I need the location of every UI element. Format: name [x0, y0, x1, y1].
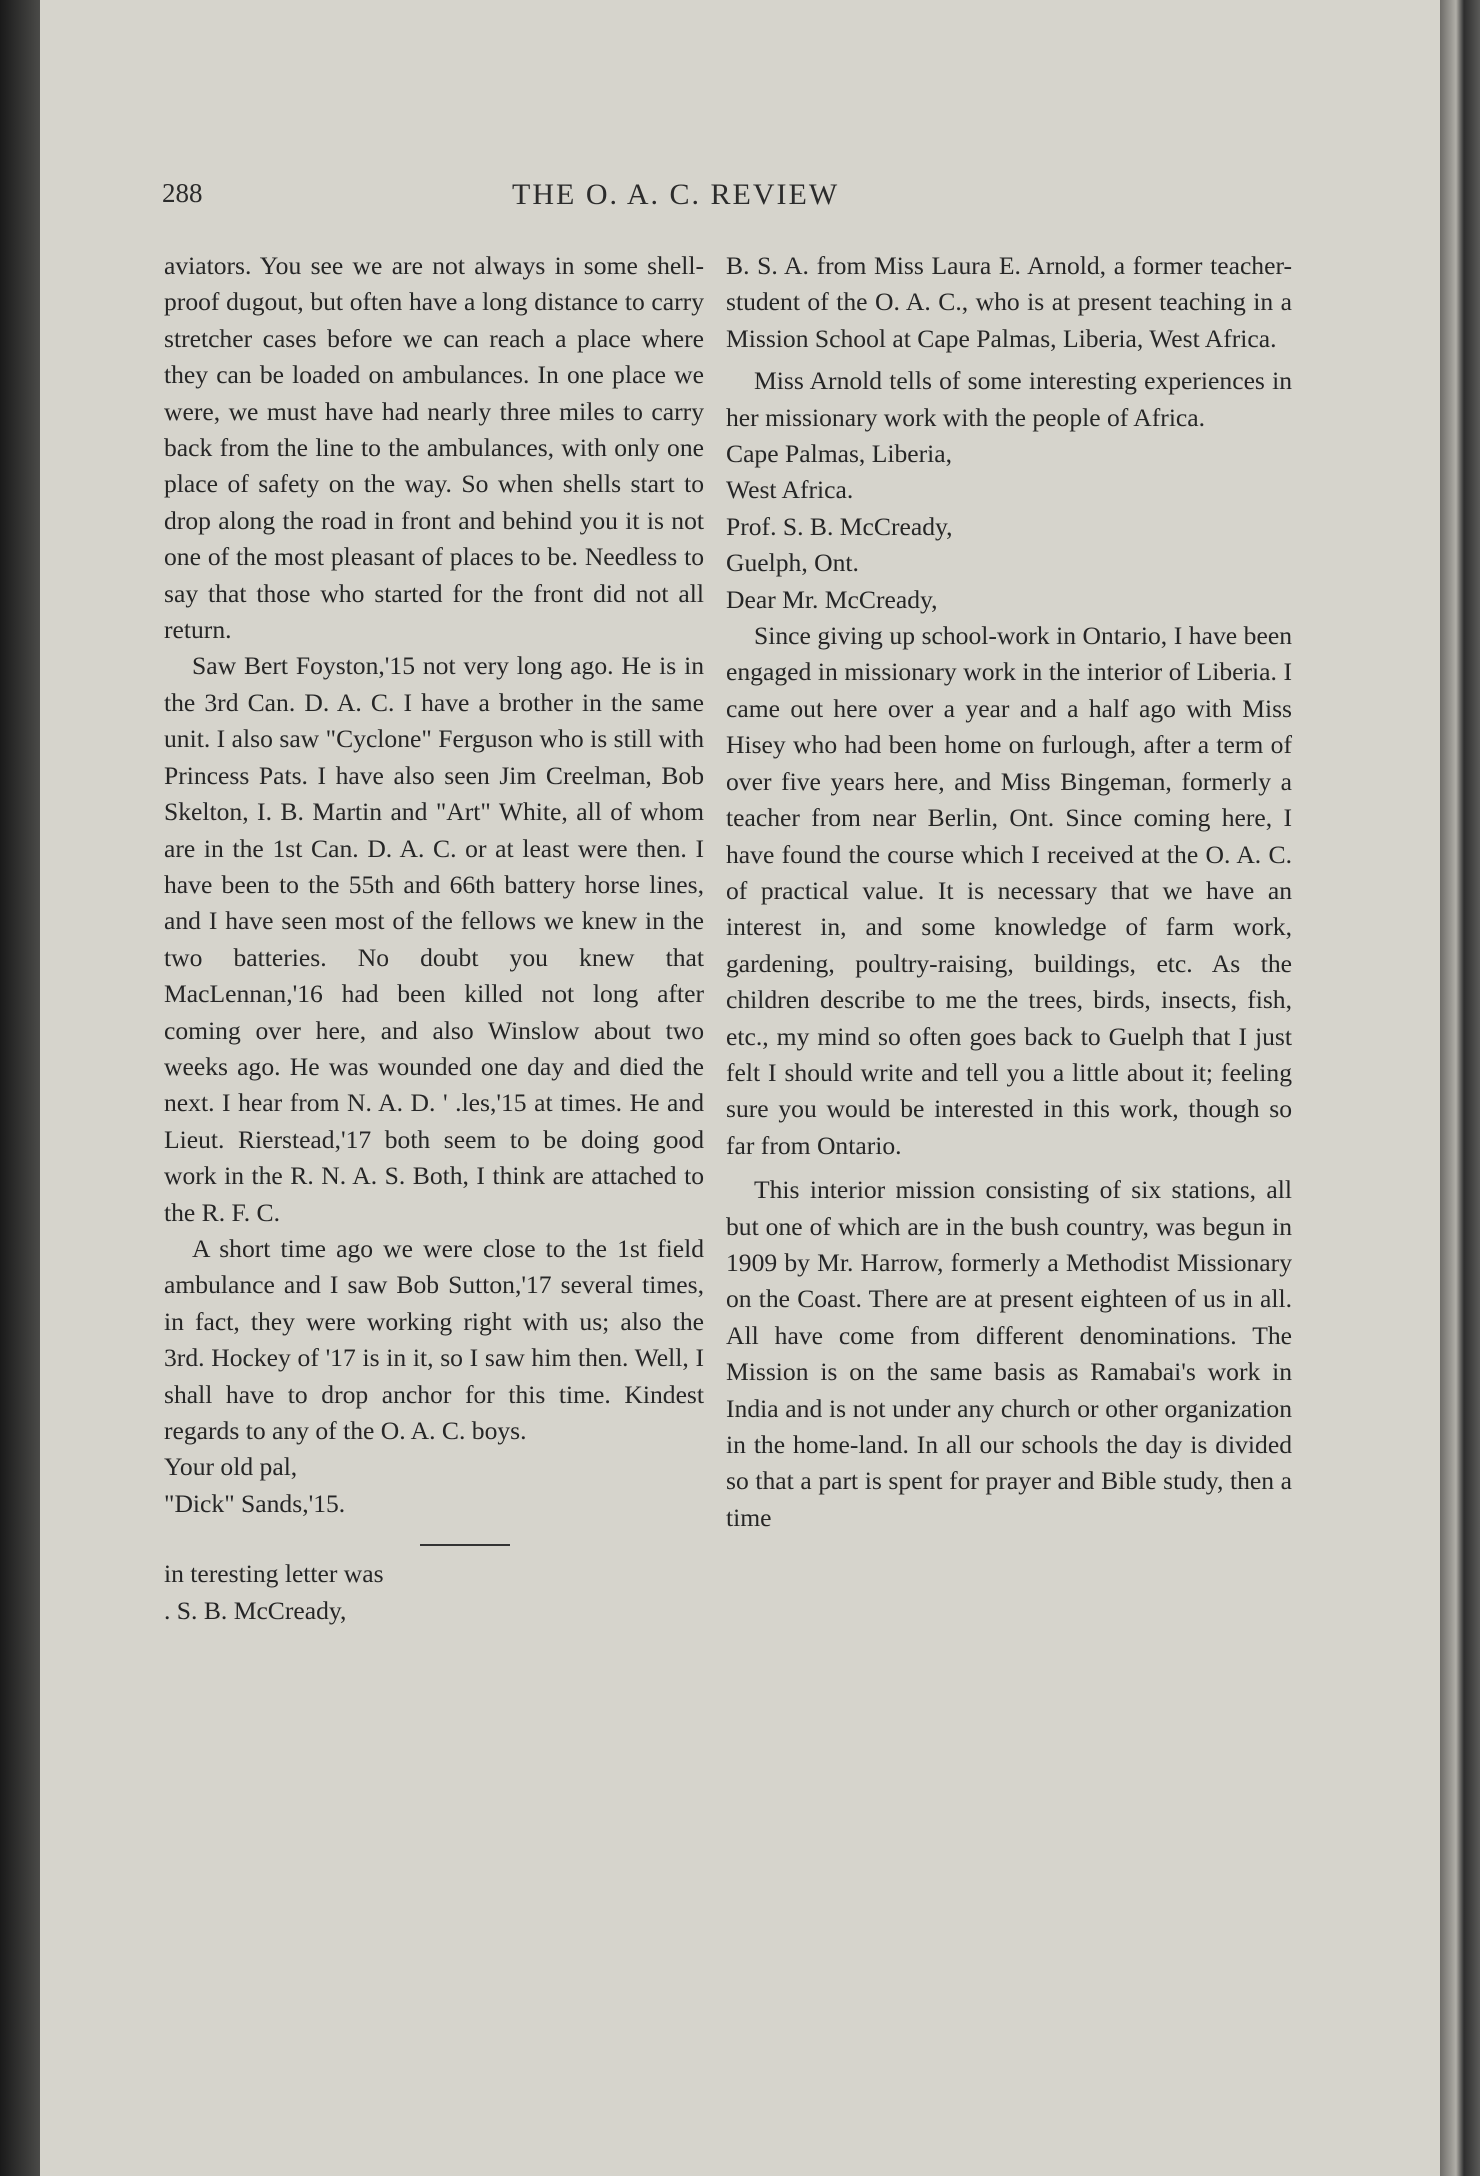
left-column: [164, 248, 704, 1629]
letter-paragraph: Saw Bert Foyston,'15 not very long ago. He is in the 3rd Can. D. A. C. I have a brother in the same unit. I also saw "Cyclone" Ferguson who is still with Princess Pats. I have also seen Jim Creelman, Bob Skelton, I. B. Martin and "Art" White, all of whom are in the 1st Can. D. A. C. or at least were then. I have been to the 55th and 66th battery horse lines, and I have seen most of the fellows we knew in the two batteries. No doubt you knew that MacLennan,'16 had been killed not long after coming over here, and also Winslow about two weeks ago. He was wounded one day and died the next. I hear from N. A. D. ' .les,'15 at times. He and Lieut. Rierstead,'17 both seem to be doing good work in the R. N. A. S. Both, I think are attached to the R. F. C.: [164, 651, 704, 1227]
intro-fragment: in teresting letter was: [164, 1559, 384, 1589]
intro-fragment: . S. B. McCready,: [164, 1595, 347, 1625]
letter-signature: "Dick" Sands,'15.: [164, 1488, 346, 1518]
letter-address: Cape Palmas, Liberia,: [726, 439, 953, 469]
section-divider: [420, 1544, 510, 1546]
letter-address: West Africa.: [726, 475, 854, 505]
letter-closing: Your old pal,: [164, 1452, 298, 1482]
page-header: [162, 178, 1302, 218]
letter-paragraph: This interior mission consisting of six stations, all but one of which are in the bush country, was begun in 1909 by Mr. Harrow, formerly a Methodist Missionary on the Coast. There are at present eighteen of us in all. All have come from different denominations. The Mission is on the same basis as Ramabai's work in India and is not under any church or other organization in the home-land. In all our schools the day is divided so that a part is spent for prayer and Bible study, then a time: [726, 1175, 1292, 1532]
intro-paragraph: Miss Arnold tells of some interesting experiences in her missionary work with the people of Africa.: [726, 366, 1292, 432]
letter-paragraph: A short time ago we were close to the 1st field ambulance and I saw Bob Sutton,'17 several times, in fact, they were working right with us; also the 3rd. Hockey of '17 is in it, so I saw him then. Well, I shall have to drop anchor for this time. Kindest regards to any of the O. A. C. boys.: [164, 1233, 704, 1445]
letter-salutation: Dear Mr. McCready,: [726, 584, 938, 614]
book-spine-shadow: [0, 0, 40, 2176]
right-column: [726, 248, 1292, 1536]
letter-recipient: Prof. S. B. McCready,: [726, 511, 953, 541]
page-number: 288: [162, 178, 203, 208]
letter-recipient: Guelph, Ont.: [726, 548, 859, 578]
letter-paragraph: Since giving up school-work in Ontario, I have been engaged in missionary work in the interior of Liberia. I came out here over a year and a half ago with Miss Hisey who had been home on furlough, after a term of over five years here, and Miss Bingeman, formerly a teacher from near Berlin, Ont. Since coming here, I have found the course which I received at the O. A. C. of practical value. It is necessary that we have an interest in, and some knowledge of farm work, gardening, poultry-raising, buildings, etc. As the children describe to me the trees, birds, insects, fish, etc., my mind so often goes back to Guelph that I just felt I should write and tell you a little about it; feeling sure you would be interested in this work, though so far from Ontario.: [726, 621, 1292, 1160]
intro-paragraph: B. S. A. from Miss Laura E. Arnold, a former teacher-student of the O. A. C., who is at present teaching in a Mission School at Cape Palmas, Liberia, West Africa.: [726, 251, 1292, 353]
letter-paragraph: aviators. You see we are not always in some shell-proof dugout, but often have a long distance to carry stretcher cases before we can reach a place where they can be loaded on ambulances. In one place we were, we must have had nearly three miles to carry back from the line to the ambulances, with only one place of safety on the way. So when shells start to drop along the road in front and behind you it is not one of the most pleasant of places to be. Needless to say that those who started for the front did not all return.: [164, 251, 704, 645]
page-edge-shadow: [1440, 0, 1480, 2176]
running-head: THE O. A. C. REVIEW: [512, 178, 840, 211]
